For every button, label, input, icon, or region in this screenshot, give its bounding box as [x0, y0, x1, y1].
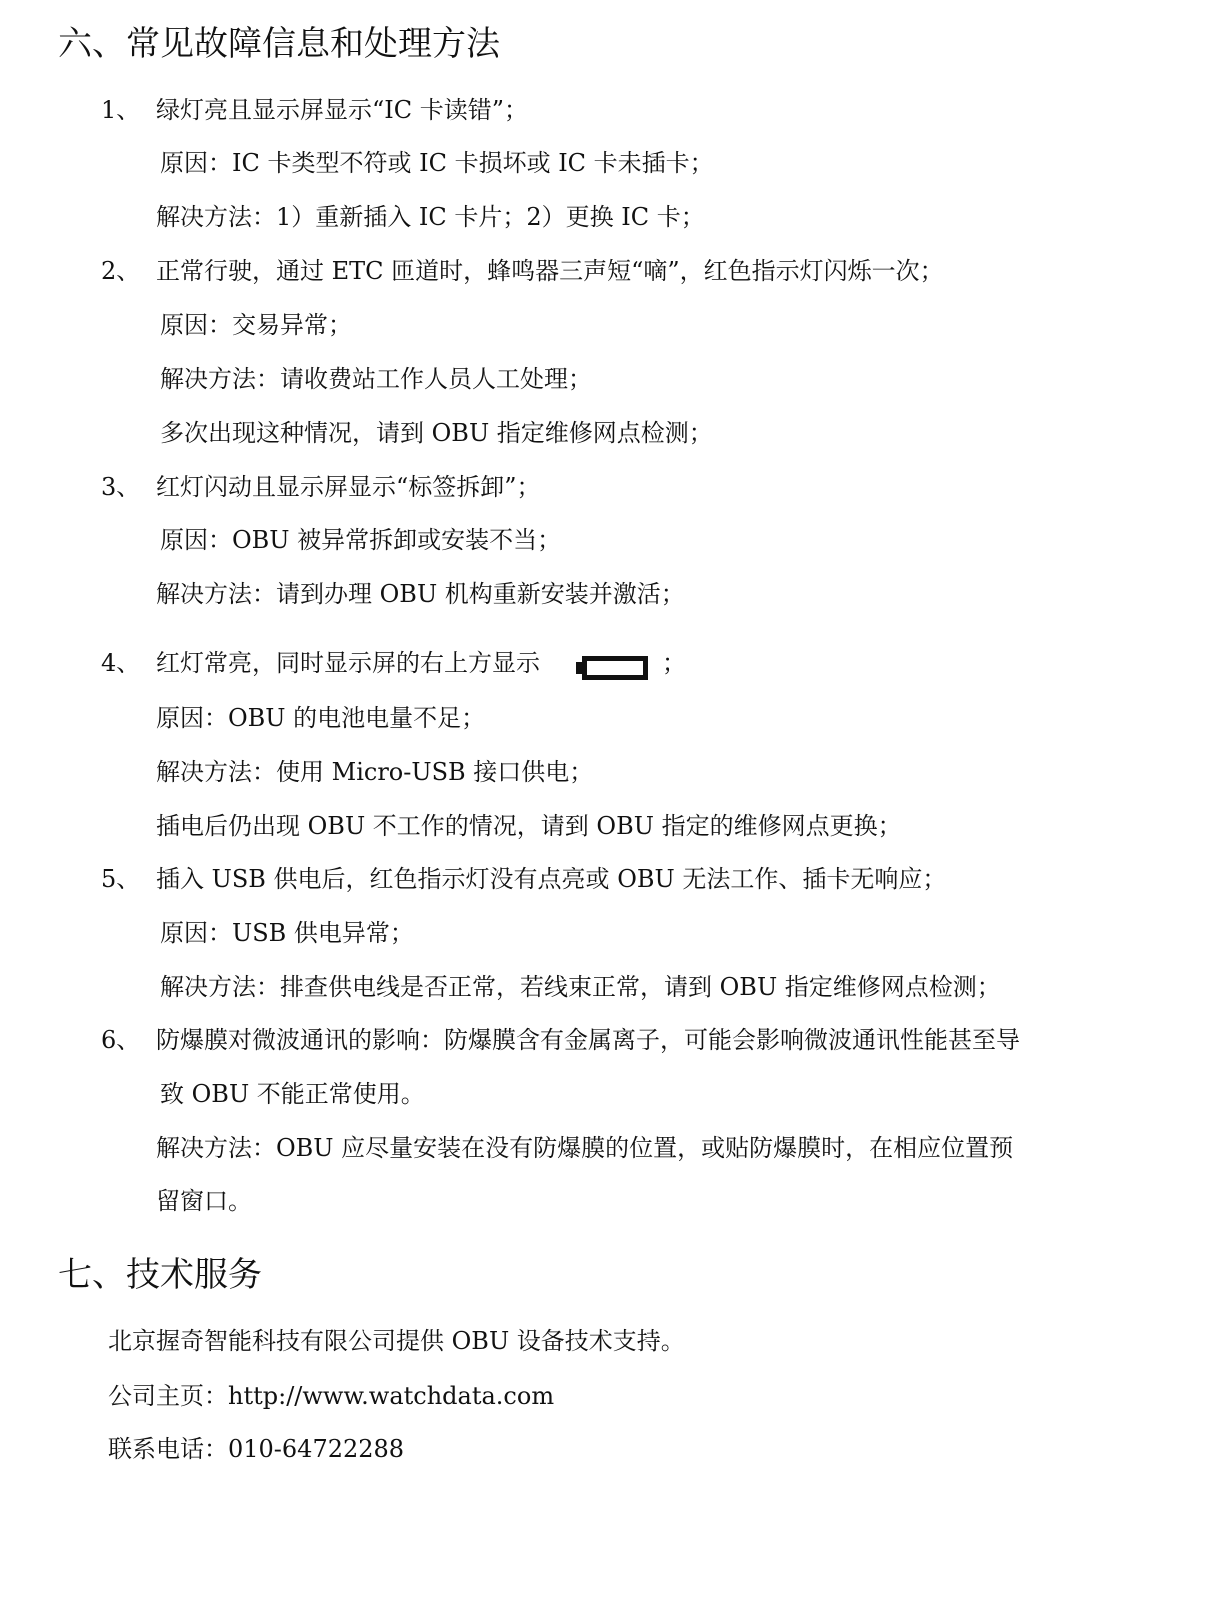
- item-2-solution: 解决方法：请收费站工作人员人工处理；: [160, 365, 592, 393]
- item-6-title-cont: 致 OBU 不能正常使用。: [160, 1080, 425, 1108]
- item-1-title: 绿灯亮且显示屏显示“IC 卡读错”；: [156, 96, 529, 124]
- battery-low-icon: [576, 656, 654, 684]
- item-1-cause: 原因：IC 卡类型不符或 IC 卡损坏或 IC 卡未插卡；: [160, 149, 714, 177]
- item-6-number: 6、: [101, 1026, 141, 1054]
- company-homepage: 公司主页：http://www.watchdata.com: [108, 1382, 555, 1410]
- item-4-cause: 原因：OBU 的电池电量不足；: [156, 704, 486, 732]
- item-3-title: 红灯闪动且显示屏显示“标签拆卸”；: [156, 473, 541, 501]
- item-4-number: 4、: [101, 649, 141, 677]
- item-3-cause: 原因：OBU 被异常拆卸或安装不当；: [160, 526, 562, 554]
- item-2-cause: 原因：交易异常；: [160, 311, 352, 339]
- item-2-note: 多次出现这种情况，请到 OBU 指定维修网点检测；: [160, 419, 713, 447]
- item-1-number: 1、: [101, 96, 141, 124]
- item-4-note: 插电后仍出现 OBU 不工作的情况，请到 OBU 指定的维修网点更换；: [156, 812, 902, 840]
- section-6-heading: 六、常见故障信息和处理方法: [58, 24, 500, 64]
- support-statement: 北京握奇智能科技有限公司提供 OBU 设备技术支持。: [108, 1327, 685, 1355]
- item-6-solution: 解决方法：OBU 应尽量安装在没有防爆膜的位置，或贴防爆膜时，在相应位置预: [156, 1134, 1014, 1162]
- item-2-number: 2、: [101, 257, 141, 285]
- item-5-number: 5、: [101, 865, 141, 893]
- item-5-solution: 解决方法：排查供电线是否正常，若线束正常，请到 OBU 指定维修网点检测；: [160, 973, 1001, 1001]
- item-4-title-end: ；: [662, 649, 686, 677]
- item-2-title: 正常行驶，通过 ETC 匝道时，蜂鸣器三声短“嘀”，红色指示灯闪烁一次；: [156, 257, 944, 285]
- item-5-title: 插入 USB 供电后，红色指示灯没有点亮或 OBU 无法工作、插卡无响应；: [156, 865, 947, 893]
- item-4-solution: 解决方法：使用 Micro-USB 接口供电；: [156, 758, 594, 786]
- item-1-solution: 解决方法：1）重新插入 IC 卡片；2）更换 IC 卡；: [156, 203, 705, 231]
- section-7-heading: 七、技术服务: [58, 1255, 262, 1295]
- item-3-solution: 解决方法：请到办理 OBU 机构重新安装并激活；: [156, 580, 685, 608]
- item-3-number: 3、: [101, 473, 141, 501]
- item-4-title: 红灯常亮，同时显示屏的右上方显示: [156, 649, 540, 677]
- contact-phone: 联系电话：010-64722288: [108, 1435, 405, 1463]
- item-5-cause: 原因：USB 供电异常；: [160, 919, 414, 947]
- item-6-title: 防爆膜对微波通讯的影响：防爆膜含有金属离子，可能会影响微波通讯性能甚至导: [156, 1026, 1020, 1054]
- item-6-solution-cont: 留窗口。: [156, 1187, 252, 1215]
